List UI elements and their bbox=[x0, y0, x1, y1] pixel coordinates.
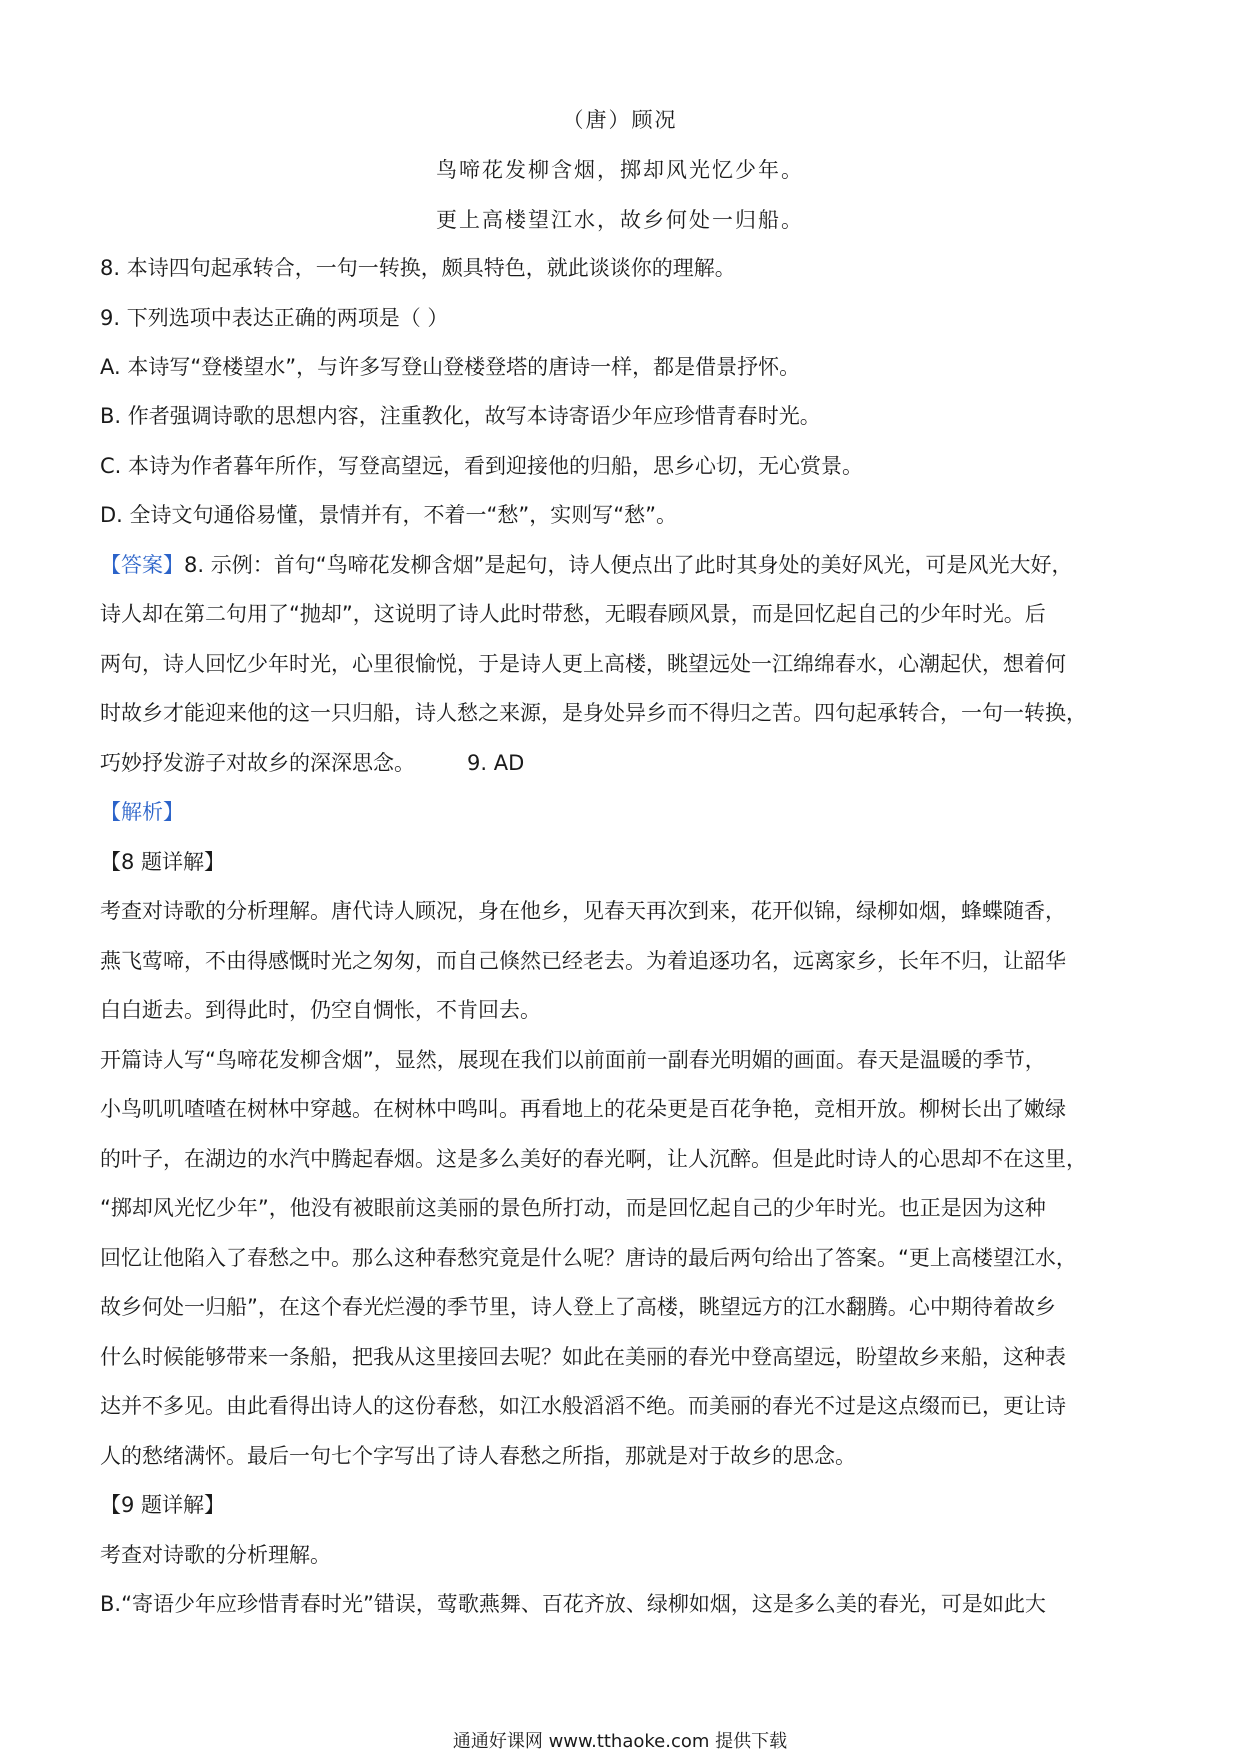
poem-line-1: 鸟啼花发柳含烟，掷却风光忆少年。 bbox=[436, 158, 804, 182]
paragraph-line: 燕飞莺啼，不由得感慨时光之匆匆，而自己倏然已经老去。为着追逐功名，远离家乡，长年不归，让韶华 bbox=[100, 949, 1066, 973]
analysis-tag: 【解析】 bbox=[100, 800, 184, 824]
paragraph-line: “掷却风光忆少年”，他没有被眼前这美丽的景色所打动，而是回忆起自己的少年时光。也正是因为这种 bbox=[100, 1196, 1046, 1220]
answer-line-2: 诗人却在第二句用了“抛却”，这说明了诗人此时带愁，无暇春顾风景，而是回忆起自己的少年时光。后 bbox=[100, 602, 1046, 626]
paragraph-line: 故乡何处一归船”，在这个春光烂漫的季节里，诗人登上了高楼，眺望远方的江水翻腾。心中期待着故乡 bbox=[100, 1295, 1056, 1319]
paragraph-line: 考查对诗歌的分析理解。唐代诗人顾况，身在他乡，见春天再次到来，花开似锦，绿柳如烟，蜂蝶随香， bbox=[100, 899, 1066, 923]
paragraph-line: 达并不多见。由此看得出诗人的这份春愁，如江水般滔滔不绝。而美丽的春光不过是这点缀而已，更让诗 bbox=[100, 1394, 1066, 1418]
answer-tag: 【答案】 bbox=[100, 553, 184, 577]
poem-author: （唐）顾况 bbox=[562, 108, 678, 132]
question-8: 8. 本诗四句起承转合，一句一转换，颇具特色，就此谈谈你的理解。 bbox=[100, 256, 736, 280]
answer-q9: 9. AD bbox=[467, 751, 525, 775]
paragraph-line: 考查对诗歌的分析理解。 bbox=[100, 1543, 331, 1567]
option-d: D. 全诗文句通俗易懂，景情并有，不着一“愁”，实则写“愁”。 bbox=[100, 503, 678, 527]
q9-detail-tag: 【9 题详解】 bbox=[100, 1493, 226, 1517]
paragraph-line: 开篇诗人写“鸟啼花发柳含烟”，显然，展现在我们以前面前一副春光明媚的画面。春天是温暖的季节， bbox=[100, 1048, 1046, 1072]
paragraph-line: 什么时候能够带来一条船，把我从这里接回去呢？如此在美丽的春光中登高望远，盼望故乡来船，这种表 bbox=[100, 1345, 1066, 1369]
answer-line-5 bbox=[100, 747, 1130, 777]
paragraph-line: B.“寄语少年应珍惜青春时光”错误，莺歌燕舞、百花齐放、绿柳如烟，这是多么美的春光，可是如此大 bbox=[100, 1592, 1046, 1616]
answer-text-5: 巧妙抒发游子对故乡的深深思念。 bbox=[100, 751, 415, 775]
question-9: 9. 下列选项中表达正确的两项是（ ） bbox=[100, 306, 449, 330]
answer-line-1 bbox=[100, 549, 1130, 579]
option-a: A. 本诗写“登楼望水”，与许多写登山登楼登塔的唐诗一样，都是借景抒怀。 bbox=[100, 355, 801, 379]
paragraph-line: 的叶子，在湖边的水汽中腾起春烟。这是多么美好的春光啊，让人沉醉。但是此时诗人的心思却不在这里， bbox=[100, 1147, 1087, 1171]
q8-detail-tag: 【8 题详解】 bbox=[100, 850, 226, 874]
option-c: C. 本诗为作者暮年所作，写登高望远，看到迎接他的归船，思乡心切，无心赏景。 bbox=[100, 454, 864, 478]
poem-line-2: 更上高楼望江水，故乡何处一归船。 bbox=[436, 208, 804, 232]
paragraph-line: 人的愁绪满怀。最后一句七个字写出了诗人春愁之所指，那就是对于故乡的思念。 bbox=[100, 1444, 856, 1468]
answer-line-3: 两句，诗人回忆少年时光，心里很愉悦，于是诗人更上高楼，眺望远处一江绵绵春水，心潮起伏，想着何 bbox=[100, 652, 1066, 676]
footer-watermark: 通通好课网 www.tthaoke.com 提供下载 bbox=[452, 1731, 788, 1752]
paragraph-line: 回忆让他陷入了春愁之中。那么这种春愁究竟是什么呢？唐诗的最后两句给出了答案。“更上高楼望江水， bbox=[100, 1246, 1077, 1270]
paragraph-line: 小鸟叽叽喳喳在树林中穿越。在树林中鸣叫。再看地上的花朵更是百花争艳，竞相开放。柳树长出了嫩绿 bbox=[100, 1097, 1066, 1121]
answer-text-1: 8. 示例：首句“鸟啼花发柳含烟”是起句，诗人便点出了此时其身处的美好风光，可是风光大好， bbox=[184, 553, 1073, 577]
option-b: B. 作者强调诗歌的思想内容，注重教化，故写本诗寄语少年应珍惜青春时光。 bbox=[100, 404, 821, 428]
answer-line-4: 时故乡才能迎来他的这一只归船，诗人愁之来源，是身处异乡而不得归之苦。四句起承转合，一句一转换， bbox=[100, 701, 1087, 725]
paragraph-line: 白白逝去。到得此时，仍空自惆怅，不肯回去。 bbox=[100, 998, 541, 1022]
